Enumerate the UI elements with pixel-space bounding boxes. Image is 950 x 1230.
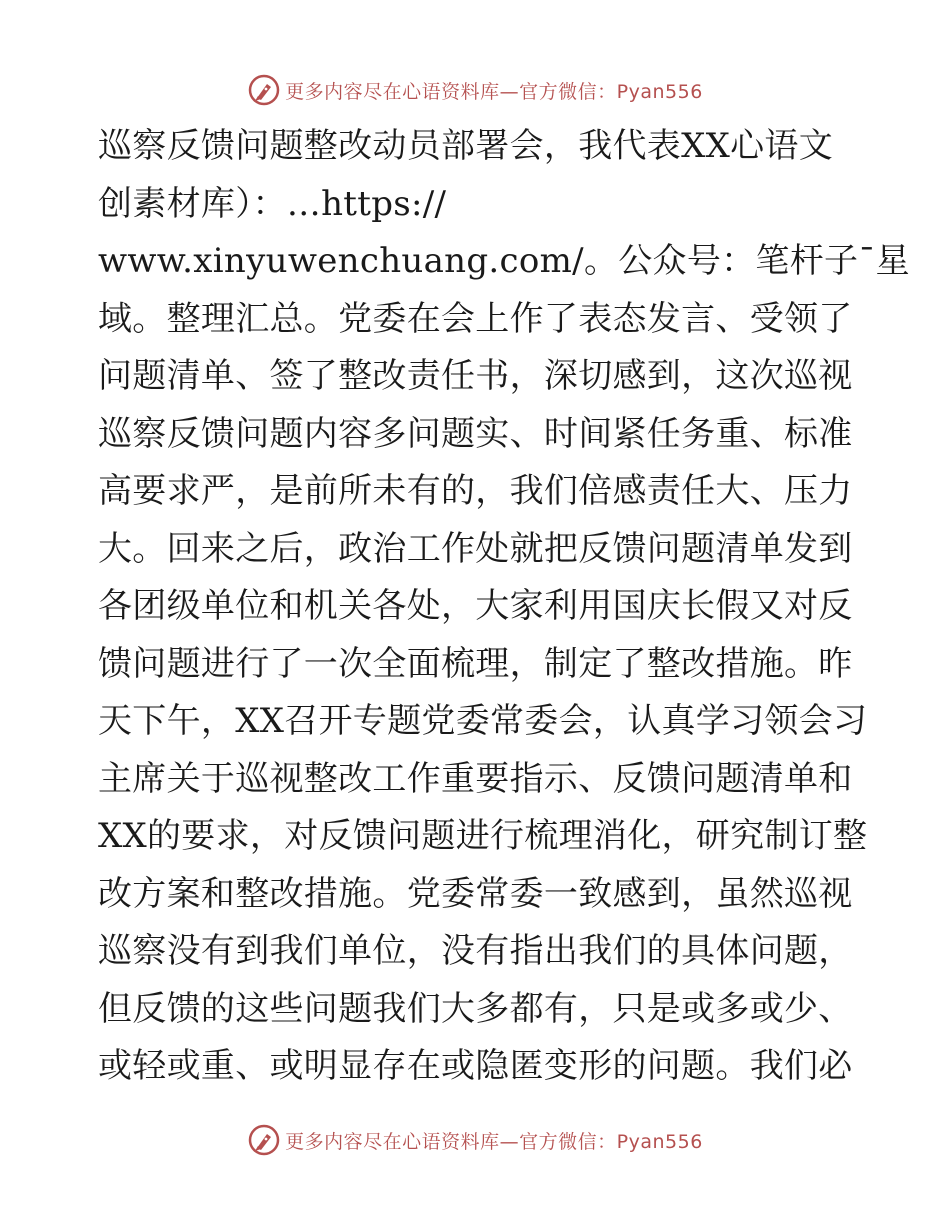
document-body xyxy=(98,118,910,1096)
header-banner-text: 更多内容尽在心语资料库—官方微信：Pyan556 xyxy=(285,80,703,103)
text-line: www.xinyuwenchuang.com/。公众号：笔杆子¯星 xyxy=(98,241,910,281)
text-line: 或轻或重、或明显存在或隐匿变形的问题。我们必 xyxy=(98,1046,853,1086)
footer-banner-text: 更多内容尽在心语资料库—官方微信：Pyan556 xyxy=(285,1130,703,1153)
pen-nib-logo-icon xyxy=(247,73,281,107)
text-line: 巡察反馈问题内容多问题实、时间紧任务重、标准 xyxy=(98,413,853,454)
text-line: 域。整理汇总。党委在会上作了表态发言、受领了 xyxy=(98,298,853,339)
text-line: 改方案和整改措施。党委常委一致感到，虽然巡视 xyxy=(98,873,853,914)
text-line: 问题清单、签了整改责任书，深切感到，这次巡视 xyxy=(98,356,853,396)
text-line: 大。回来之后，政治工作处就把反馈问题清单发到 xyxy=(98,528,853,569)
header-banner xyxy=(0,70,950,110)
text-line: 馈问题进行了一次全面梳理，制定了整改措施。昨 xyxy=(98,643,853,684)
text-line: 巡察没有到我们单位，没有指出我们的具体问题， xyxy=(98,931,853,971)
text-line: 各团级单位和机关各处，大家利用国庆长假又对反 xyxy=(98,586,853,626)
text-line: 主席关于巡视整改工作重要指示、反馈问题清单和 xyxy=(98,758,853,799)
text-line: 巡察反馈问题整改动员部署会，我代表XX心语文 xyxy=(98,126,834,166)
text-line: XX的要求，对反馈问题进行梳理消化，研究制订整 xyxy=(98,816,868,856)
text-line: 天下午，XX召开专题党委常委会，认真学习领会习 xyxy=(98,701,868,741)
text-line: 创素材库）：…https:// xyxy=(98,183,447,224)
text-line: 但反馈的这些问题我们大多都有，只是或多或少、 xyxy=(98,988,853,1029)
footer-banner xyxy=(0,1120,950,1160)
text-line: 高要求严，是前所未有的，我们倍感责任大、压力 xyxy=(98,471,853,511)
pen-nib-logo-icon xyxy=(247,1123,281,1157)
